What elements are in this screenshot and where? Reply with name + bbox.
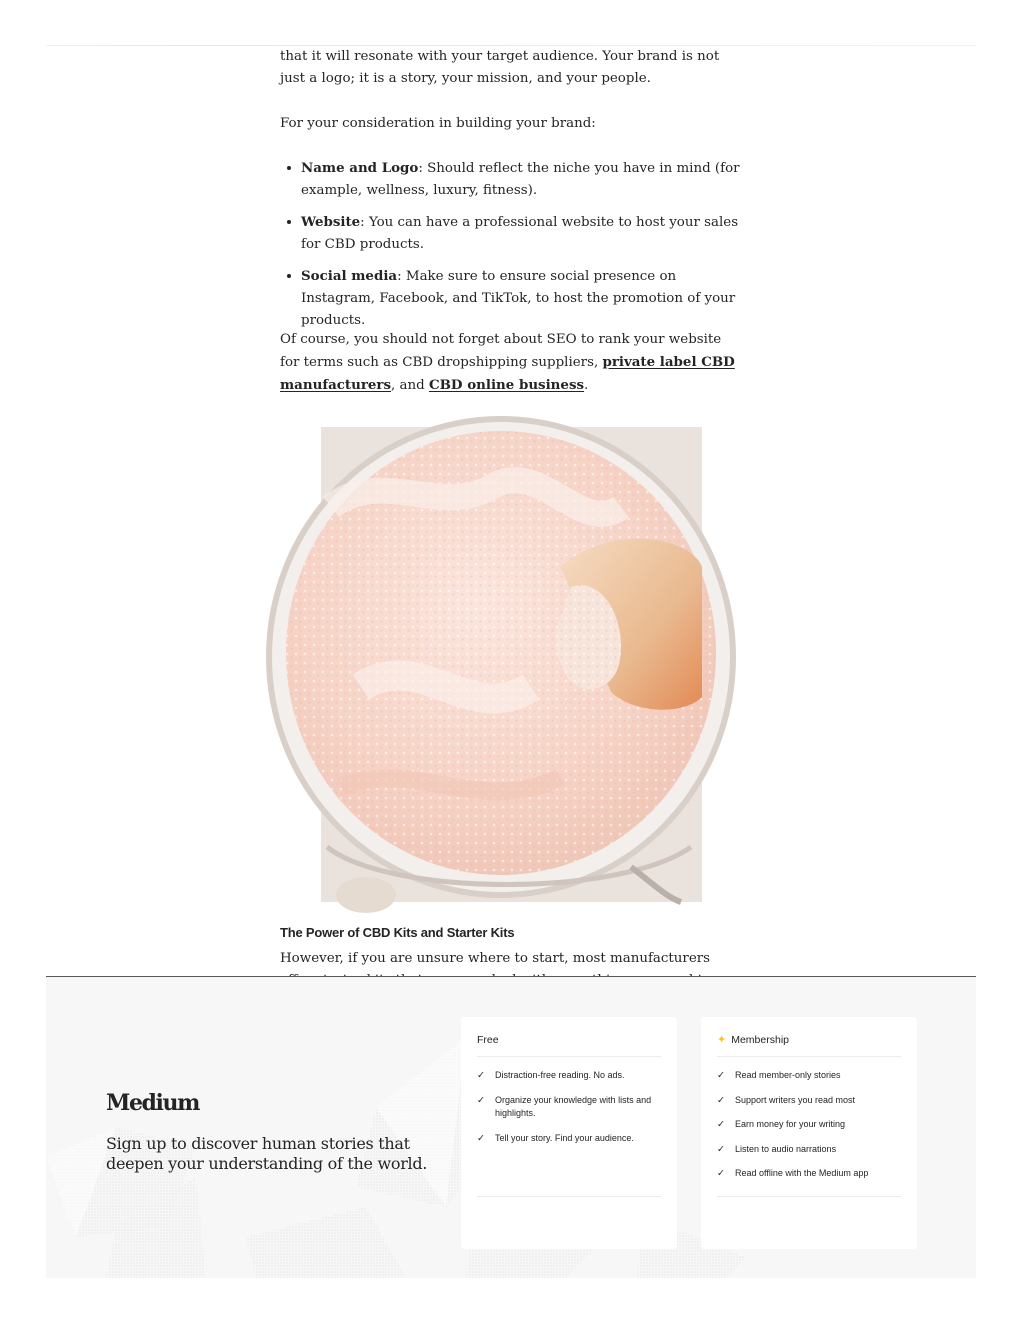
link-private-label[interactable]: private label CBD manufacturers <box>280 354 735 393</box>
list-item <box>717 1069 901 1083</box>
plan-card-free[interactable] <box>461 1017 677 1249</box>
card-divider <box>717 1196 901 1197</box>
list-item-term: Website <box>301 214 361 230</box>
list-item <box>717 1167 901 1181</box>
check-icon: ✓ <box>717 1143 725 1155</box>
list-item <box>717 1094 901 1108</box>
check-icon: ✓ <box>717 1094 725 1106</box>
star-icon: ✦ <box>717 1034 727 1046</box>
list-item-text: : Make sure to ensure social presence on Instagram, Facebook, and TikTok, to host the promotion of your products. <box>301 269 736 328</box>
list-item <box>717 1118 901 1132</box>
list-item-term: Social media <box>301 268 398 284</box>
plan-title-free <box>477 1032 661 1057</box>
paragraph-intro: that it will resonate with your target audience. Your brand is not just a logo; it is a story, your mission, and your people. <box>280 49 720 86</box>
list-item-text: : You can have a professional website to host your sales for CBD products. <box>301 215 739 252</box>
feature-text: Earn money for your writing <box>735 1119 846 1129</box>
feature-text: Read offline with the Medium app <box>735 1168 869 1178</box>
paragraph-consideration: For your consideration in building your brand: <box>280 116 596 131</box>
card-divider <box>477 1196 661 1197</box>
check-icon: ✓ <box>717 1119 725 1130</box>
feature-text: Tell your story. Find your audience. <box>495 1132 634 1143</box>
plan-name: Membership <box>731 1034 789 1046</box>
feature-text: Read member-only stories <box>735 1070 841 1080</box>
feature-text: Organize your knowledge with lists and highlights. <box>495 1094 652 1118</box>
list-item-term: Name and Logo <box>301 160 419 176</box>
signup-banner <box>46 976 976 1278</box>
plan-title-membership <box>717 1032 901 1057</box>
plan-name: Free <box>477 1034 499 1046</box>
plan-features-membership <box>717 1069 901 1192</box>
list-item <box>477 1069 661 1083</box>
list-item-text: : Should reflect the niche you have in mind (for example, wellness, luxury, fitness). <box>301 161 740 198</box>
signup-tagline: Sign up to discover human stories that deepen your understanding of the world. <box>106 1134 428 1173</box>
check-icon: ✓ <box>717 1070 725 1081</box>
list-item <box>717 1143 901 1157</box>
feature-text: Support writers you read most <box>735 1094 856 1105</box>
seo-text-between: , and <box>391 378 429 393</box>
list-item <box>477 1132 661 1146</box>
plan-card-membership[interactable] <box>701 1017 917 1249</box>
list-item <box>280 211 744 256</box>
check-icon: ✓ <box>477 1132 485 1144</box>
list-item <box>280 265 744 332</box>
check-icon: ✓ <box>477 1094 485 1106</box>
list-item <box>477 1094 661 1121</box>
feature-text: Distraction-free reading. No ads. <box>495 1070 625 1080</box>
link-cbd-online-business[interactable]: CBD online business <box>428 377 585 393</box>
section-heading: The Power of CBD Kits and Starter Kits <box>280 925 515 940</box>
brand-tips-list <box>280 157 744 332</box>
sugar-scrub-jar-photo <box>321 427 702 902</box>
paragraph-seo <box>280 329 744 397</box>
check-icon: ✓ <box>477 1070 485 1081</box>
seo-text-after: . <box>584 378 589 393</box>
article-image[interactable] <box>321 427 702 902</box>
medium-logo[interactable]: Medium <box>106 1090 199 1116</box>
check-icon: ✓ <box>717 1168 725 1179</box>
paragraph-kits: However, if you are unsure where to start, most manufacturers <box>280 951 711 966</box>
plan-features-free <box>477 1069 661 1156</box>
feature-text: Listen to audio narrations <box>735 1143 837 1154</box>
list-item <box>280 157 744 202</box>
seo-text-before: Of course, you should not forget about SEO to rank your website for terms such as CBD dropshipping suppliers, <box>280 332 722 370</box>
